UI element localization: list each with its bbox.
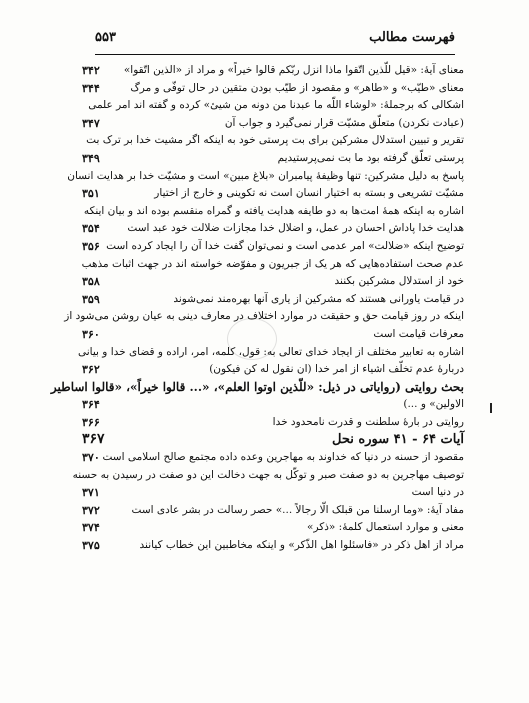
toc-entry (82, 519, 464, 537)
toc-entry-page: ۳۷۰ (82, 451, 100, 465)
toc-entry-page: ۳۵۱ (82, 187, 100, 201)
toc-entry-page: ۳۵۸ (82, 275, 100, 289)
toc-entry (82, 97, 464, 115)
toc-entry-text: هدایت خدا پاداش احسان در عمل، و اضلال خدا مجازات ضلالت خود عبد است (127, 222, 464, 235)
toc-entry-page: ۳۶۲ (82, 363, 100, 377)
toc-entry-text: اشاره به تعابیر مختلف از ایجاد خدای تعالی به: قول، کلمه، امر، اراده و قضای خدا و بیانی (77, 345, 464, 358)
toc-entry (82, 396, 464, 414)
toc-entry (82, 185, 464, 203)
header-rule (95, 54, 455, 55)
toc-entry-text: در دنیا است (411, 486, 464, 499)
toc-entry-text: اینکه در روز قیامت حق و حقیقت در موارد اختلاف در معارف دینی به عیان روشن می‌شود از (64, 310, 464, 323)
toc-entry-page: ۳۴۷ (82, 116, 100, 130)
margin-mark (490, 403, 492, 413)
toc-entry-page: ۳۴۹ (82, 151, 100, 165)
toc-entry (82, 203, 464, 221)
toc-entry (67, 168, 464, 186)
toc-entry-text: پاسخ به دلیل مشرکین: تنها وظیفهٔ پیامبران «بلاغ مبین» است و مشیّت خدا بر هدایت انسان (67, 169, 464, 182)
header-title: فهرست مطالب (369, 30, 455, 45)
toc-entry-text: مشیّت تشریعی و بسته به اختیار انسان است نه تکوینی و خارج از اختیار (154, 187, 464, 200)
toc-entry-text: دربارهٔ عدم تخلّف اشیاء از امر خدا (ان نقول له کن فیکون) (209, 363, 464, 376)
toc-entry (82, 220, 464, 238)
toc-entry (64, 308, 464, 326)
toc-entry (77, 344, 464, 362)
toc-entry (82, 484, 464, 502)
toc-entry (82, 238, 464, 256)
toc-entry (82, 502, 464, 520)
toc-entry (82, 273, 464, 291)
toc-entry (82, 414, 464, 432)
toc-entry-text: معنای «طیّب» و «طاهر» و مقصود از طیّب بودن متقین در حال توفّی و مرگ (130, 81, 464, 94)
toc-entry (82, 361, 464, 379)
toc-entry (82, 132, 464, 150)
toc-entry-text: پرستی تعلّق گرفته بود ما بت نمی‌پرستیدیم (277, 151, 464, 164)
toc-entry (82, 431, 464, 449)
toc-entry (82, 80, 464, 98)
toc-entry-page: ۳۷۴ (82, 521, 100, 535)
toc-entry-text: خود از استدلال مشرکین بکنند (334, 275, 464, 288)
toc-entry (82, 115, 464, 133)
header-page-number: ۵۵۳ (95, 30, 116, 45)
toc-entry-text: روایتی در بارهٔ سلطنت و قدرت نامحدود خدا (272, 415, 464, 428)
toc-entry-text: بحث روایتی (روایاتی در ذیل: «للّذین اوتوا العلم»، «... قالوا خیراً»، «قالوا اساطیر (50, 379, 464, 394)
toc-entry-page: ۳۷۲ (82, 503, 100, 517)
toc-entry-page: ۳۷۵ (82, 539, 100, 553)
toc-entry-text: آیات ۶۴ - ۴۱ سوره نحل (332, 432, 464, 448)
toc-entry-page: ۳۶۰ (82, 327, 100, 341)
toc-entry-text: معنی و موارد استعمال کلمهٔ: «ذکر» (307, 521, 464, 534)
toc-entry-text: مراد از اهل ذکر در «فاسئلوا اهل الذّکر» و اینکه مخاطبین این خطاب کیانند (139, 539, 464, 552)
toc-entry-text: توصیف مهاجرین به دو صفت صبر و توکّل به جهت دخالت این دو صفت در رسیدن به حسنه (72, 468, 464, 481)
toc-entry-text: در قیامت یاورانی هستند که مشرکین از یاری آنها بهره‌مند نمی‌شوند (173, 292, 464, 305)
toc-entry-page: ۳۶۶ (82, 415, 100, 429)
toc-entry-text: اشکالی که برجملهٔ: «لوشاء اللّه ما عبدنا من دونه من شیئ» کرده و گفته اند امر علمی (88, 99, 464, 112)
toc-entry-text: توضیح اینکه «ضلالت» امر عدمی است و نمی‌توان گفت خدا آن را ایجاد کرده است (106, 239, 464, 252)
toc-entry-text: مقصود از حسنه در دنیا که خداوند به مهاجرین وعده داده مجتمع صالح اسلامی است (102, 451, 464, 464)
toc-entry-page: ۳۶۷ (82, 431, 105, 448)
toc-entry-text: (عبادت نکردن) متعلّق مشیّت قرار نمی‌گیرد و جواب آن (224, 116, 464, 129)
toc-entry-text: عدم صحت استفاده‌هایی که هر یک از جبریون و مفوّضه خواسته اند در جهت اثبات مذهب (81, 257, 464, 270)
toc-entry-page: ۳۴۲ (82, 64, 100, 77)
toc-entry (82, 150, 464, 168)
toc-entry-text: مفاد آیهٔ: «وما ارسلنا من قبلک الّا رجالاً ...» حصر رسالت در بشر عادی است (131, 503, 464, 516)
toc-entry-text: اشاره به اینکه همهٔ امت‌ها به دو طایفه هدایت یافته و گمراه منقسم بوده اند و بیان اینکه (83, 204, 464, 217)
toc-entry (82, 537, 464, 555)
toc-entry-page: ۳۵۶ (82, 239, 100, 253)
table-of-contents (50, 62, 464, 555)
toc-entry-page: ۳۶۴ (82, 398, 100, 412)
toc-entry (82, 256, 464, 274)
toc-entry-text: معرفات قیامت است (373, 327, 464, 340)
toc-entry-text: معنای آیهٔ: «قیل للّذین اتّقوا ماذا انزل ربّکم قالوا خیراً» و مراد از «الذین اتّقوا» (123, 64, 464, 76)
toc-entry-text: تقریر و تبیین استدلال مشرکین برای بت پرستی خود به اینکه اگر مشیت خدا بر ترک بت (86, 134, 464, 147)
toc-entry (82, 291, 464, 309)
toc-entry (82, 326, 464, 344)
toc-entry (82, 62, 464, 80)
toc-entry (72, 467, 464, 485)
toc-entry-page: ۳۵۴ (82, 222, 100, 236)
toc-entry-page: ۳۷۱ (82, 486, 100, 500)
toc-entry (50, 379, 464, 397)
toc-entry-page: ۳۴۴ (82, 81, 100, 95)
toc-entry (82, 449, 464, 467)
toc-entry-text: الاولین» و ...) (403, 398, 464, 411)
toc-entry-page: ۳۵۹ (82, 292, 100, 306)
page-header (95, 30, 455, 52)
